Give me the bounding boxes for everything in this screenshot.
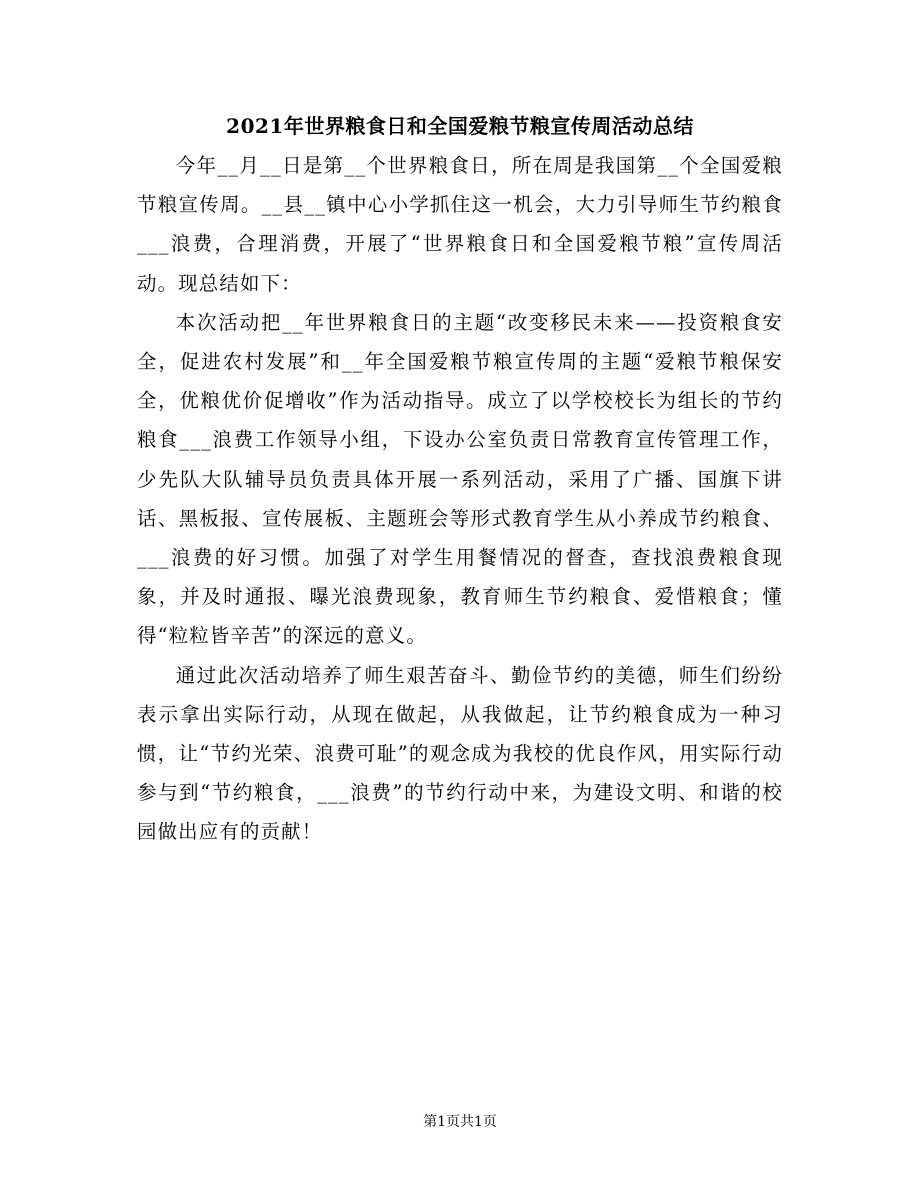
page-number-footer: 第1页共1页	[423, 1114, 497, 1130]
paragraph-intro: 今年__月__日是第__个世界粮食日，所在周是我国第__个全国爱粮节粮宣传周。__县__镇中心小学抓住这一机会，大力引导师生节约粮食___浪费，合理消费，开展了“世界粮食日和全国爱粮节粮”宣传周活动。现总结如下：	[137, 154, 783, 295]
paragraph-activities: 本次活动把__年世界粮食日的主题“改变移民未来——投资粮食安全，促进农村发展”和__年全国爱粮节粮宣传周的主题“爱粮节粮保安全，优粮优价促增收”作为活动指导。成立了以学校校长为组长的节约粮食___浪费工作领导小组，下设办公室负责日常教育宣传管理工作，少先队大队辅导员负责具体开展一系列活动，采用了广播、国旗下讲话、黑板报、宣传展板、主题班会等形式教育学生从小养成节约粮食、___浪费的好习惯。加强了对学生用餐情况的督查，查找浪费粮食现象，并及时通报、曝光浪费现象，教育师生节约粮食、爱惜粮食；懂得“粒粒皆辛苦”的深远的意义。	[137, 310, 783, 648]
document-title: 2021年世界粮食日和全国爱粮节粮宣传周活动总结	[226, 114, 694, 138]
paragraph-conclusion: 通过此次活动培养了师生艰苦奋斗、勤俭节约的美德，师生们纷纷表示拿出实际行动，从现在做起，从我做起，让节约粮食成为一种习惯，让“节约光荣、浪费可耻”的观念成为我校的优良作风，用实际行动参与到“节约粮食，___浪费”的节约行动中来，为建设文明、和谐的校园做出应有的贡献！	[137, 663, 783, 844]
document-body	[137, 146, 783, 852]
